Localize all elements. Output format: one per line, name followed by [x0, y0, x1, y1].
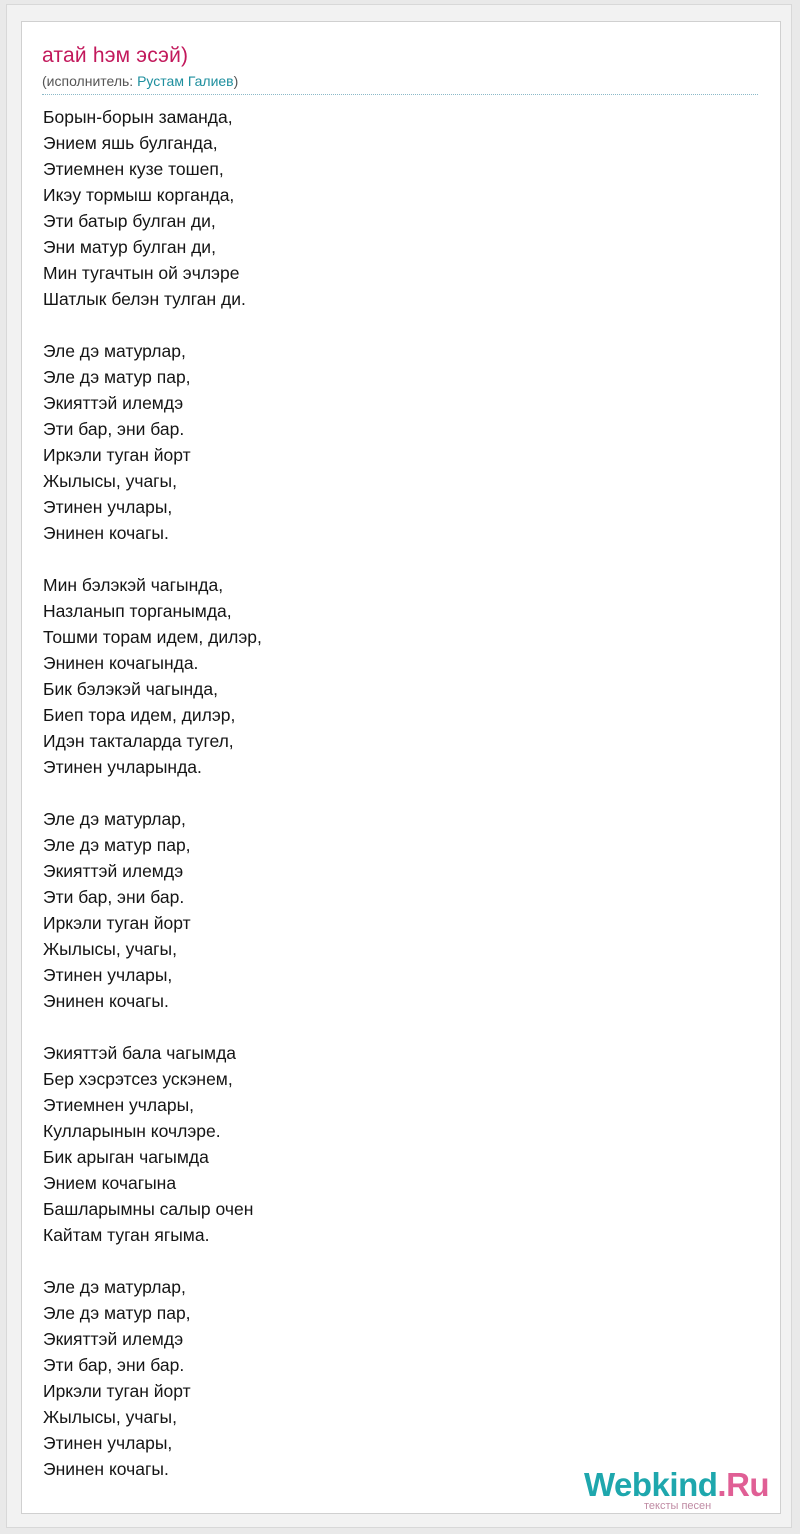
- lyric-line: Эти батыр булган ди,: [43, 211, 216, 231]
- lyric-line: Башларымны салыр очен: [43, 1199, 254, 1219]
- lyric-line: Эле дэ матурлар,: [43, 1277, 186, 1297]
- lyrics-stanza: [43, 1040, 743, 1248]
- brand-tld: .Ru: [717, 1466, 770, 1503]
- lyrics-stanza: [43, 104, 743, 312]
- lyric-line: Энинен кочагы.: [43, 991, 169, 1011]
- lyric-line: Экияттэй бала чагымда: [43, 1043, 237, 1063]
- lyric-line: Энием яшь булганда,: [43, 133, 218, 153]
- lyric-line: Этинен учлары,: [43, 965, 173, 985]
- lyric-line: Кулларынын кочлэре.: [43, 1121, 221, 1141]
- lyric-line: Жылысы, учагы,: [43, 939, 178, 959]
- lyric-line: Мин тугачтын ой эчлэре: [43, 263, 240, 283]
- lyric-line: Энинен кочагы.: [43, 523, 169, 543]
- lyric-line: Этиемнен учлары,: [43, 1095, 195, 1115]
- lyric-line: Жылысы, учагы,: [43, 471, 178, 491]
- performer-link[interactable]: Рустам Галиев: [137, 73, 234, 89]
- lyric-line: Эти бар, эни бар.: [43, 419, 185, 439]
- lyric-line: Энием кочагына: [43, 1173, 177, 1193]
- lyric-line: Иркэли туган йорт: [43, 913, 191, 933]
- lyric-line: Назланып торганымда,: [43, 601, 232, 621]
- brand-name: Webkind: [584, 1466, 718, 1503]
- lyric-line: Жылысы, учагы,: [43, 1407, 178, 1427]
- lyric-line: Бик арыган чагымда: [43, 1147, 209, 1167]
- lyrics-stanza: [43, 572, 743, 780]
- lyric-line: Бик бэлэкэй чагында,: [43, 679, 218, 699]
- lyric-line: Эле дэ матурлар,: [43, 341, 186, 361]
- lyric-line: Эле дэ матур пар,: [43, 835, 191, 855]
- lyric-line: Эти бар, эни бар.: [43, 1355, 185, 1375]
- lyric-line: Энинен кочагы.: [43, 1459, 169, 1479]
- lyric-line: Бер хэсрэтсез ускэнем,: [43, 1069, 233, 1089]
- brand-tagline: тексты песен: [644, 1500, 712, 1512]
- lyric-line: Икэу тормыш корганда,: [43, 185, 235, 205]
- lyric-line: Биеп тора идем, дилэр,: [43, 705, 236, 725]
- lyric-line: Этинен учлары,: [43, 497, 173, 517]
- lyrics-stanza: [43, 338, 743, 546]
- lyric-line: Шатлык белэн тулган ди.: [43, 289, 246, 309]
- webkind-logo[interactable]: [584, 1466, 784, 1516]
- lyric-line: Экияттэй илемдэ: [43, 861, 184, 881]
- lyrics-body: [43, 104, 743, 1508]
- lyric-line: Кайтам туган ягыма.: [43, 1225, 210, 1245]
- lyric-line: Борын-борын заманда,: [43, 107, 233, 127]
- title-divider: [42, 94, 758, 95]
- performer-suffix: ): [233, 73, 239, 89]
- performer-prefix: (исполнитель:: [42, 73, 138, 89]
- lyrics-stanza: [43, 1274, 743, 1482]
- lyric-line: Эти бар, эни бар.: [43, 887, 185, 907]
- lyric-line: Эле дэ матур пар,: [43, 1303, 191, 1323]
- song-title: атай һэм эсэй): [42, 44, 189, 67]
- brand-wordmark: [584, 1466, 769, 1504]
- lyric-line: Эле дэ матур пар,: [43, 367, 191, 387]
- lyric-line: Этинен учлары,: [43, 1433, 173, 1453]
- lyric-line: Эле дэ матурлар,: [43, 809, 186, 829]
- lyric-line: Эни матур булган ди,: [43, 237, 216, 257]
- performer-line: [42, 73, 238, 89]
- lyric-line: Экияттэй илемдэ: [43, 1329, 184, 1349]
- lyric-line: Иркэли туган йорт: [43, 1381, 191, 1401]
- lyric-line: Этиемнен кузе тошеп,: [43, 159, 224, 179]
- lyric-line: Иркэли туган йорт: [43, 445, 191, 465]
- lyric-line: Мин бэлэкэй чагында,: [43, 575, 224, 595]
- lyric-line: Идэн такталарда тугел,: [43, 731, 234, 751]
- lyric-line: Экияттэй илемдэ: [43, 393, 184, 413]
- lyric-line: Энинен кочагында.: [43, 653, 199, 673]
- lyric-line: Этинен учларында.: [43, 757, 202, 777]
- lyrics-stanza: [43, 806, 743, 1014]
- lyric-line: Тошми торам идем, дилэр,: [43, 627, 262, 647]
